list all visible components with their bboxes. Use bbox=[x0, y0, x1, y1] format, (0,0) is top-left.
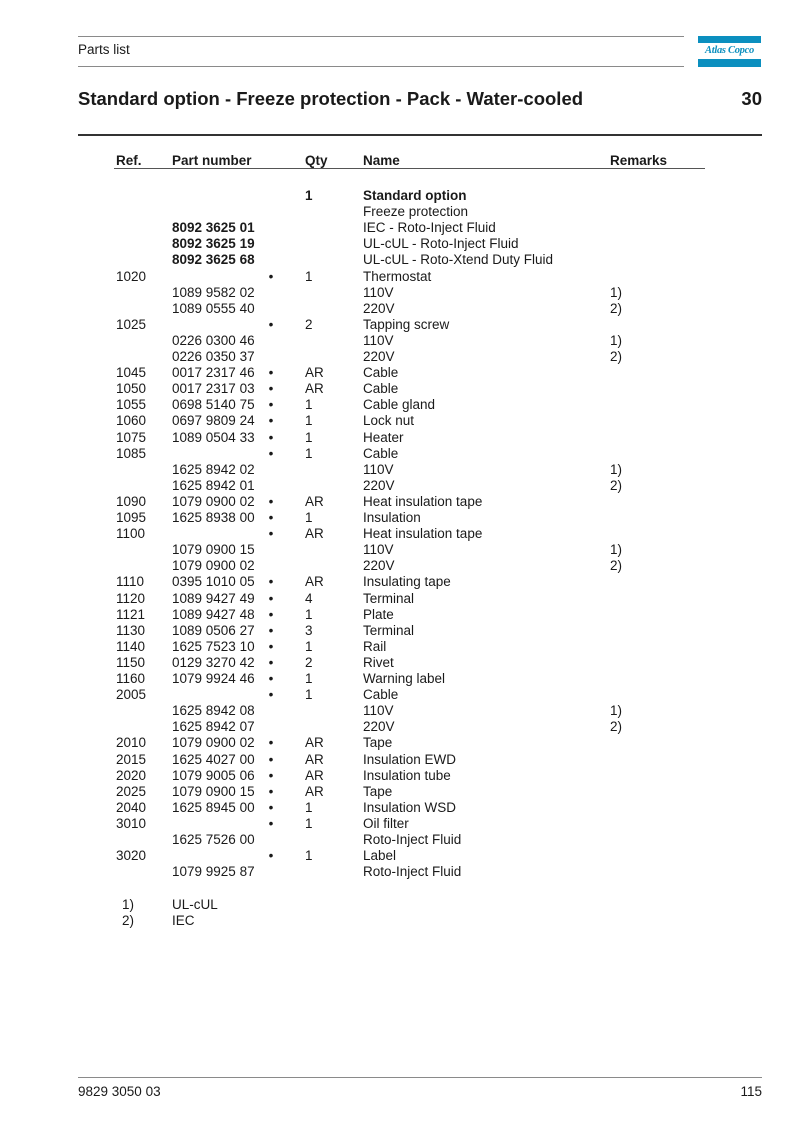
row-remark: 1) bbox=[610, 542, 623, 558]
row-bullet: • bbox=[268, 445, 274, 461]
row-ref: 1110 bbox=[116, 574, 145, 590]
row-ref: 2040 bbox=[116, 799, 147, 815]
row-ref: 2020 bbox=[116, 767, 147, 783]
row-name: Insulation WSD bbox=[363, 799, 457, 815]
row-part-number: 0226 0300 46 bbox=[172, 332, 255, 348]
row-part-number: 1089 0504 33 bbox=[172, 429, 255, 445]
row-part-number: 1089 9427 49 bbox=[172, 590, 255, 606]
table-row bbox=[0, 719, 800, 735]
table-row bbox=[0, 687, 800, 703]
row-part-number: 1079 0900 15 bbox=[172, 542, 255, 558]
row-qty: 2 bbox=[305, 316, 313, 332]
row-bullet: • bbox=[268, 493, 274, 509]
table-row bbox=[0, 269, 800, 285]
row-remark: 2) bbox=[610, 558, 623, 574]
table-row bbox=[0, 381, 800, 397]
row-part-number: 1625 8942 08 bbox=[172, 703, 255, 719]
row-name: Roto-Inject Fluid bbox=[363, 832, 462, 847]
table-row bbox=[0, 301, 800, 317]
table-row bbox=[0, 446, 800, 462]
row-ref: 1095 bbox=[116, 510, 147, 525]
row-ref: 1025 bbox=[116, 316, 147, 332]
row-qty: AR bbox=[305, 365, 324, 381]
row-part-number: 1625 8945 00 bbox=[172, 799, 255, 815]
row-part-number: 1089 9427 48 bbox=[172, 606, 255, 622]
table-row bbox=[0, 365, 800, 381]
row-bullet: • bbox=[268, 574, 274, 590]
row-bullet: • bbox=[268, 510, 274, 525]
row-bullet: • bbox=[268, 316, 274, 332]
row-ref: 1160 bbox=[116, 671, 146, 686]
row-name: Cable bbox=[363, 445, 399, 461]
row-name: UL-cUL - Roto-Xtend Duty Fluid bbox=[363, 252, 554, 268]
table-row bbox=[0, 816, 800, 832]
row-part-number: 1079 0900 02 bbox=[172, 493, 255, 509]
row-part-number: 1625 8942 07 bbox=[172, 719, 255, 735]
row-ref: 3010 bbox=[116, 815, 147, 831]
page-number: 115 bbox=[740, 1084, 762, 1099]
row-part-number: 8092 3625 68 bbox=[172, 252, 255, 268]
row-name: Oil filter bbox=[363, 815, 409, 831]
row-name: 220V bbox=[363, 719, 395, 735]
footnote bbox=[0, 897, 800, 913]
row-qty: 1 bbox=[305, 848, 313, 864]
row-bullet: • bbox=[268, 365, 274, 381]
row-qty: AR bbox=[305, 735, 324, 751]
col-header-qty: Qty bbox=[305, 153, 328, 168]
table-row bbox=[0, 607, 800, 623]
section-number: 30 bbox=[741, 88, 762, 109]
table-row bbox=[0, 655, 800, 671]
row-ref: 3020 bbox=[116, 848, 147, 864]
row-qty: 1 bbox=[305, 687, 313, 703]
row-bullet: • bbox=[268, 268, 274, 284]
row-part-number: 1625 8938 00 bbox=[172, 510, 255, 525]
row-part-number: 0017 2317 46 bbox=[172, 365, 255, 381]
table-row bbox=[0, 800, 800, 816]
row-part-number: 0697 9809 24 bbox=[172, 413, 255, 429]
row-bullet: • bbox=[268, 815, 274, 831]
table-row bbox=[0, 204, 800, 220]
row-ref: 2025 bbox=[116, 783, 147, 799]
footnote-mark: 1) bbox=[122, 897, 135, 912]
row-name: Terminal bbox=[363, 590, 415, 606]
row-name: Heat insulation tape bbox=[363, 526, 483, 542]
row-bullet: • bbox=[268, 590, 274, 606]
row-ref: 1090 bbox=[116, 493, 147, 509]
row-part-number: 0129 3270 42 bbox=[172, 654, 255, 670]
table-row bbox=[0, 542, 800, 558]
row-ref: 2015 bbox=[116, 751, 147, 767]
row-bullet: • bbox=[268, 606, 274, 622]
row-part-number: 0226 0350 37 bbox=[172, 349, 255, 364]
header-bottom-rule bbox=[78, 66, 684, 67]
row-name: Cable bbox=[363, 381, 399, 397]
table-row bbox=[0, 671, 800, 687]
row-name: Plate bbox=[363, 606, 394, 622]
row-qty: AR bbox=[305, 381, 324, 397]
row-name: UL-cUL - Roto-Inject Fluid bbox=[363, 236, 519, 252]
row-name: Lock nut bbox=[363, 413, 415, 429]
col-header-remarks: Remarks bbox=[610, 153, 668, 168]
row-qty: AR bbox=[305, 574, 324, 590]
table-row bbox=[0, 558, 800, 574]
row-qty: 1 bbox=[305, 815, 313, 831]
table-row bbox=[0, 832, 800, 848]
row-name: Insulation tube bbox=[363, 767, 451, 783]
row-bullet: • bbox=[268, 526, 274, 542]
row-ref: 1130 bbox=[116, 622, 146, 638]
row-qty: 1 bbox=[305, 671, 313, 686]
row-qty: 2 bbox=[305, 654, 313, 670]
row-name: 220V bbox=[363, 349, 395, 364]
table-row bbox=[0, 397, 800, 413]
row-bullet: • bbox=[268, 429, 274, 445]
footnote bbox=[0, 913, 800, 929]
row-ref: 2005 bbox=[116, 687, 147, 703]
table-row bbox=[0, 623, 800, 639]
row-part-number: 1089 0506 27 bbox=[172, 622, 255, 638]
col-header-part-number: Part number bbox=[172, 153, 252, 168]
row-qty: 1 bbox=[305, 799, 313, 815]
header-section-label: Parts list bbox=[78, 42, 130, 57]
table-row bbox=[0, 768, 800, 784]
row-ref: 1050 bbox=[116, 381, 147, 397]
row-part-number: 1079 0900 02 bbox=[172, 558, 255, 574]
row-name: Thermostat bbox=[363, 268, 432, 284]
row-ref: 1075 bbox=[116, 429, 147, 445]
table-row bbox=[0, 574, 800, 590]
row-ref: 1150 bbox=[116, 654, 146, 670]
row-ref: 1020 bbox=[116, 268, 147, 284]
footnote-text: IEC bbox=[172, 913, 195, 929]
row-qty: AR bbox=[305, 783, 324, 799]
row-remark: 2) bbox=[610, 477, 623, 493]
row-qty: 1 bbox=[305, 188, 313, 203]
document-number: 9829 3050 03 bbox=[78, 1084, 161, 1099]
row-name: Standard option bbox=[363, 188, 467, 203]
row-ref: 1140 bbox=[116, 638, 146, 654]
row-name: IEC - Roto-Inject Fluid bbox=[363, 220, 496, 236]
row-bullet: • bbox=[268, 687, 274, 703]
table-row bbox=[0, 462, 800, 478]
row-qty: 1 bbox=[305, 397, 313, 413]
row-qty: AR bbox=[305, 767, 324, 783]
row-name: 220V bbox=[363, 477, 395, 493]
table-row bbox=[0, 494, 800, 510]
row-ref: 2010 bbox=[116, 735, 147, 751]
row-part-number: 0698 5140 75 bbox=[172, 397, 255, 413]
table-row bbox=[0, 413, 800, 429]
row-name: Rail bbox=[363, 638, 387, 654]
page-title: Standard option - Freeze protection - Pack - Water-cooled bbox=[78, 88, 584, 109]
row-part-number: 1625 7523 10 bbox=[172, 638, 255, 654]
row-part-number: 0395 1010 05 bbox=[172, 574, 255, 590]
row-qty: AR bbox=[305, 751, 324, 767]
row-name: Heater bbox=[363, 429, 404, 445]
row-remark: 2) bbox=[610, 349, 623, 364]
row-bullet: • bbox=[268, 799, 274, 815]
row-qty: AR bbox=[305, 493, 324, 509]
row-bullet: • bbox=[268, 735, 274, 751]
row-remark: 2) bbox=[610, 300, 623, 316]
row-ref: 1100 bbox=[116, 526, 146, 542]
row-bullet: • bbox=[268, 767, 274, 783]
table-row bbox=[0, 752, 800, 768]
row-qty: 1 bbox=[305, 510, 313, 525]
row-name: Label bbox=[363, 848, 397, 864]
row-bullet: • bbox=[268, 783, 274, 799]
row-qty: 1 bbox=[305, 268, 313, 284]
row-part-number: 1079 9925 87 bbox=[172, 864, 255, 880]
row-remark: 1) bbox=[610, 461, 623, 477]
row-qty: 1 bbox=[305, 445, 313, 461]
row-qty: 1 bbox=[305, 606, 313, 622]
row-name: Roto-Inject Fluid bbox=[363, 864, 462, 880]
row-qty: 4 bbox=[305, 590, 313, 606]
row-name: Cable bbox=[363, 687, 399, 703]
table-row bbox=[0, 285, 800, 301]
table-row bbox=[0, 735, 800, 751]
table-row bbox=[0, 317, 800, 333]
table-row bbox=[0, 703, 800, 719]
table-row bbox=[0, 333, 800, 349]
row-part-number: 1089 0555 40 bbox=[172, 300, 255, 316]
row-part-number: 1625 4027 00 bbox=[172, 751, 255, 767]
title-rule bbox=[78, 134, 762, 136]
row-name: Tape bbox=[363, 783, 393, 799]
row-bullet: • bbox=[268, 622, 274, 638]
row-remark: 1) bbox=[610, 284, 623, 300]
row-part-number: 1079 0900 02 bbox=[172, 735, 255, 751]
row-remark: 1) bbox=[610, 332, 623, 348]
row-name: Insulation bbox=[363, 510, 421, 525]
col-header-name: Name bbox=[363, 153, 400, 168]
row-name: Terminal bbox=[363, 622, 415, 638]
table-row bbox=[0, 430, 800, 446]
row-bullet: • bbox=[268, 654, 274, 670]
table-row bbox=[0, 591, 800, 607]
row-part-number: 8092 3625 01 bbox=[172, 220, 255, 236]
row-qty: 1 bbox=[305, 429, 313, 445]
row-part-number: 1625 7526 00 bbox=[172, 832, 255, 847]
row-remark: 1) bbox=[610, 703, 623, 719]
table-row bbox=[0, 236, 800, 252]
header-rule bbox=[114, 168, 705, 169]
table-row bbox=[0, 349, 800, 365]
row-name: Heat insulation tape bbox=[363, 493, 483, 509]
row-name: 110V bbox=[363, 542, 394, 558]
row-part-number: 1089 9582 02 bbox=[172, 284, 255, 300]
row-name: Insulating tape bbox=[363, 574, 451, 590]
table-row bbox=[0, 526, 800, 542]
row-name: Freeze protection bbox=[363, 204, 469, 220]
row-remark: 2) bbox=[610, 719, 623, 735]
row-bullet: • bbox=[268, 413, 274, 429]
row-name: Cable gland bbox=[363, 397, 436, 413]
row-bullet: • bbox=[268, 397, 274, 413]
row-name: Tape bbox=[363, 735, 393, 751]
table-row bbox=[0, 864, 800, 880]
row-part-number: 1079 9005 06 bbox=[172, 767, 255, 783]
row-bullet: • bbox=[268, 381, 274, 397]
footnote-text: UL-cUL bbox=[172, 897, 218, 912]
footnote-mark: 2) bbox=[122, 913, 135, 929]
row-qty: AR bbox=[305, 526, 324, 542]
row-part-number: 1079 9924 46 bbox=[172, 671, 255, 686]
table-row bbox=[0, 510, 800, 526]
col-header-ref: Ref. bbox=[116, 153, 142, 168]
row-ref: 1060 bbox=[116, 413, 147, 429]
row-name: 110V bbox=[363, 461, 394, 477]
row-qty: 3 bbox=[305, 622, 313, 638]
row-part-number: 8092 3625 19 bbox=[172, 236, 255, 252]
row-qty: 1 bbox=[305, 413, 313, 429]
row-name: Tapping screw bbox=[363, 316, 450, 332]
brand-logo bbox=[698, 36, 761, 67]
row-part-number: 0017 2317 03 bbox=[172, 381, 255, 397]
row-ref: 1121 bbox=[116, 606, 146, 622]
table-row bbox=[0, 478, 800, 494]
table-row bbox=[0, 639, 800, 655]
row-part-number: 1625 8942 02 bbox=[172, 461, 255, 477]
row-name: 110V bbox=[363, 703, 394, 719]
row-part-number: 1079 0900 15 bbox=[172, 783, 255, 799]
footer-rule bbox=[78, 1077, 762, 1078]
logo-text: Atlas Copco bbox=[705, 45, 754, 56]
row-bullet: • bbox=[268, 638, 274, 654]
table-row bbox=[0, 848, 800, 864]
row-ref: 1085 bbox=[116, 445, 147, 461]
row-name: 220V bbox=[363, 558, 395, 574]
row-ref: 1055 bbox=[116, 397, 147, 413]
row-name: Cable bbox=[363, 365, 399, 381]
table-row bbox=[0, 188, 800, 204]
row-bullet: • bbox=[268, 671, 274, 686]
row-name: Insulation EWD bbox=[363, 751, 457, 767]
row-ref: 1120 bbox=[116, 590, 146, 606]
row-name: 110V bbox=[363, 332, 394, 348]
row-name: Warning label bbox=[363, 671, 446, 686]
row-part-number: 1625 8942 01 bbox=[172, 477, 255, 493]
table-row bbox=[0, 252, 800, 268]
row-name: 220V bbox=[363, 300, 395, 316]
header-top-rule bbox=[78, 36, 684, 37]
row-ref: 1045 bbox=[116, 365, 147, 381]
table-row bbox=[0, 220, 800, 236]
row-bullet: • bbox=[268, 751, 274, 767]
row-qty: 1 bbox=[305, 638, 313, 654]
row-name: Rivet bbox=[363, 654, 394, 670]
row-bullet: • bbox=[268, 848, 274, 864]
table-row bbox=[0, 784, 800, 800]
row-name: 110V bbox=[363, 284, 394, 300]
